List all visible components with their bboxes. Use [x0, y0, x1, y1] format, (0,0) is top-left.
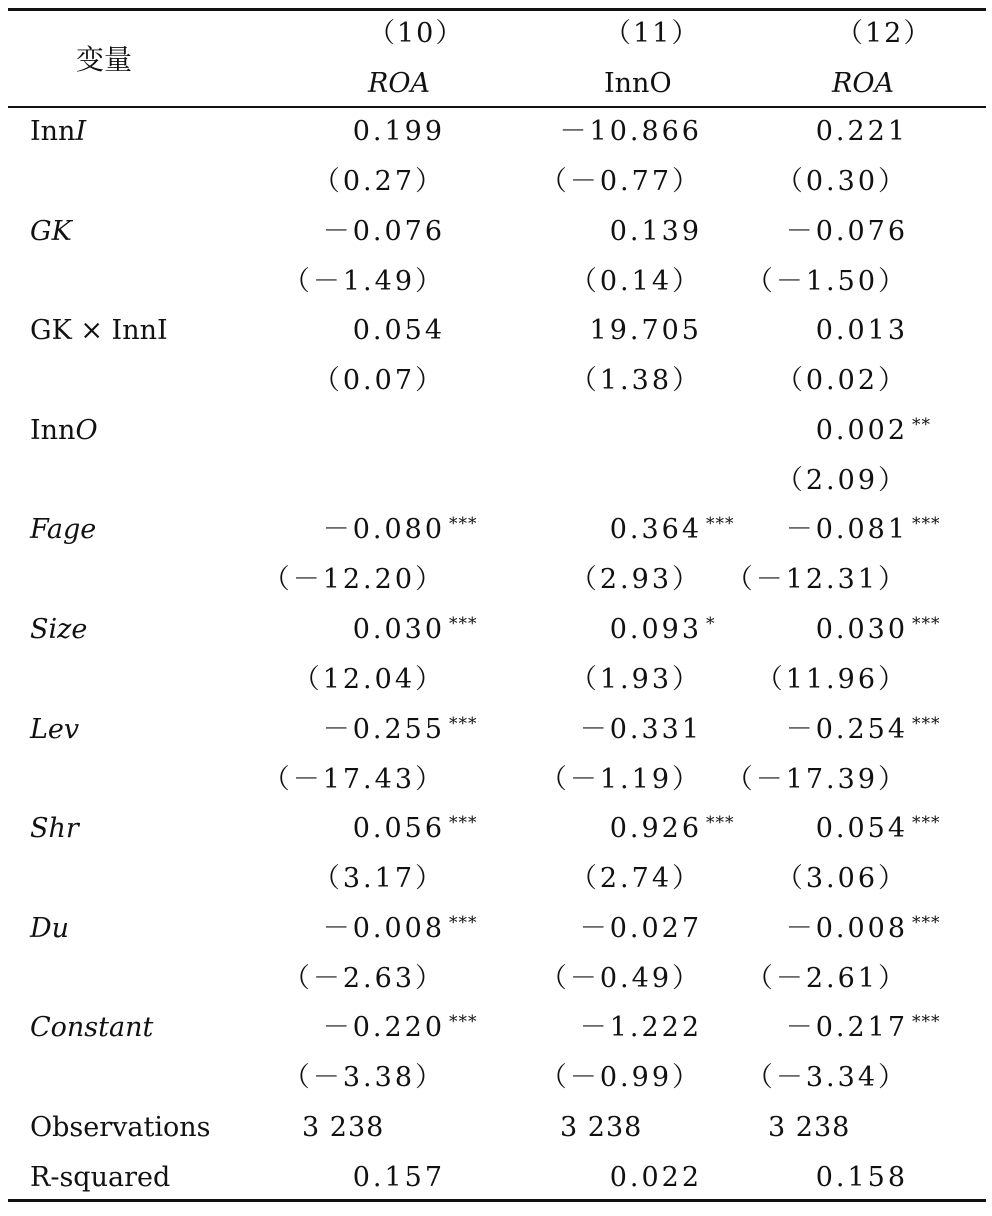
- t-stat-gk-col-12: （－1.50）: [745, 266, 908, 297]
- coef-value: －0.331: [579, 714, 702, 745]
- coef-size-col-11: [609, 614, 716, 646]
- significance-stars: *: [706, 614, 716, 634]
- coef-gk-inni-col-10: [353, 315, 445, 347]
- t-stat-fage-col-10: （－12.20）: [262, 564, 445, 595]
- coef-constant-col-11: [580, 1012, 702, 1044]
- coef-du-col-11: [580, 913, 702, 945]
- coef-value: 0.056: [352, 813, 445, 844]
- coef-gk-col-10: [323, 216, 445, 248]
- t-stat-gk-col-10: （－1.49）: [282, 266, 445, 297]
- significance-stars: ***: [912, 514, 941, 534]
- coef-lev-col-12: [785, 714, 941, 746]
- coef-inni-col-10: [353, 116, 445, 148]
- significance-stars: ***: [449, 1012, 478, 1032]
- t-stat-du-col-12: （－2.61）: [745, 963, 908, 994]
- coef-fage-col-11: [609, 514, 735, 546]
- row-label-du: Du: [30, 913, 70, 944]
- coef-inni-col-11: [560, 116, 702, 148]
- coef-value: 0.926: [609, 813, 702, 844]
- coef-fage-col-12: [785, 514, 941, 546]
- coef-value: －0.220: [322, 1012, 445, 1043]
- t-stat-inni-col-11: （－0.77）: [539, 166, 702, 197]
- significance-stars: ***: [449, 714, 478, 734]
- t-stat-constant-col-12: （－3.34）: [745, 1062, 908, 1093]
- t-stat-size-col-10: （12.04）: [292, 664, 445, 695]
- t-stat-size-col-12: （11.96）: [755, 664, 908, 695]
- coef-size-col-12: [815, 614, 941, 646]
- header-rule: [8, 106, 986, 108]
- observations-value-10: 3 238: [302, 1112, 385, 1143]
- coef-value: －0.008: [322, 913, 445, 944]
- significance-stars: ***: [706, 514, 735, 534]
- coef-value: －0.080: [322, 514, 445, 545]
- significance-stars: ***: [912, 614, 941, 634]
- significance-stars: ***: [912, 1012, 941, 1032]
- column-number-12: （12）: [836, 18, 933, 49]
- t-stat-inni-col-10: （0.27）: [312, 166, 445, 197]
- t-stat-size-col-11: （1.93）: [569, 664, 702, 695]
- coef-value: 0.199: [352, 116, 445, 147]
- coef-value: －0.217: [785, 1012, 908, 1043]
- dependent-variable-10: ROA: [368, 68, 430, 99]
- coef-value: 0.054: [815, 813, 908, 844]
- t-stat-inno-col-12: （2.09）: [775, 465, 908, 496]
- coef-lev-col-10: [322, 714, 478, 746]
- significance-stars: ***: [449, 614, 478, 634]
- coef-value: －0.076: [785, 216, 908, 247]
- t-stat-fage-col-11: （2.93）: [569, 564, 702, 595]
- r-squared-value-12: 0.158: [815, 1162, 908, 1193]
- t-stat-lev-col-12: （－17.39）: [725, 764, 908, 795]
- row-label-gk-inni: GK × InnI: [30, 315, 168, 346]
- coef-value: 0.013: [815, 315, 908, 346]
- coef-value: 0.054: [352, 315, 445, 346]
- observations-value-12: 3 238: [768, 1112, 851, 1143]
- coef-inni-col-12: [816, 116, 908, 148]
- coef-constant-col-10: [322, 1012, 478, 1044]
- row-label-constant: Constant: [30, 1012, 154, 1043]
- coef-value: 0.030: [352, 614, 445, 645]
- coef-value: －0.081: [785, 514, 908, 545]
- row-label-size: Size: [30, 614, 88, 645]
- coef-constant-col-12: [785, 1012, 941, 1044]
- bottom-rule: [8, 1199, 986, 1202]
- t-stat-fage-col-12: （－12.31）: [725, 564, 908, 595]
- coef-size-col-10: [352, 614, 478, 646]
- row-label-inno: InnO: [30, 415, 98, 446]
- coef-fage-col-10: [322, 514, 478, 546]
- significance-stars: **: [912, 415, 931, 435]
- coef-shr-col-12: [815, 813, 941, 845]
- t-stat-shr-col-12: （3.06）: [775, 863, 908, 894]
- coef-value: 0.002: [815, 415, 908, 446]
- coef-shr-col-10: [352, 813, 478, 845]
- coef-inno-col-12: [815, 415, 931, 447]
- coef-value: －0.076: [322, 216, 445, 247]
- t-stat-gk-inni-col-10: （0.07）: [312, 365, 445, 396]
- t-stat-constant-col-11: （－0.99）: [539, 1062, 702, 1093]
- coef-value: －1.222: [579, 1012, 702, 1043]
- row-label-lev: Lev: [30, 714, 80, 745]
- coef-value: 0.030: [815, 614, 908, 645]
- coef-lev-col-11: [580, 714, 702, 746]
- variable-header: 变量: [76, 43, 133, 76]
- top-rule: [8, 8, 986, 11]
- t-stat-lev-col-11: （－1.19）: [539, 764, 702, 795]
- t-stat-shr-col-10: （3.17）: [312, 863, 445, 894]
- coef-du-col-12: [785, 913, 941, 945]
- coef-gk-inni-col-11: [590, 315, 702, 347]
- coef-du-col-10: [322, 913, 478, 945]
- row-label-shr: Shr: [30, 813, 79, 844]
- significance-stars: ***: [912, 714, 941, 734]
- row-label-inni: InnI: [30, 116, 87, 147]
- significance-stars: ***: [912, 813, 941, 833]
- column-number-10: （10）: [368, 18, 465, 49]
- r-squared-value-10: 0.157: [352, 1162, 445, 1193]
- r-squared-label: R-squared: [30, 1162, 171, 1193]
- t-stat-gk-col-11: （0.14）: [569, 266, 702, 297]
- significance-stars: ***: [706, 813, 735, 833]
- coef-value: 0.364: [609, 514, 702, 545]
- significance-stars: ***: [449, 813, 478, 833]
- t-stat-du-col-10: （－2.63）: [282, 963, 445, 994]
- column-number-11: （11）: [604, 18, 701, 49]
- t-stat-gk-inni-col-11: （1.38）: [569, 365, 702, 396]
- dependent-variable-12: ROA: [832, 68, 894, 99]
- t-stat-constant-col-10: （－3.38）: [282, 1062, 445, 1093]
- coef-value: 0.093: [609, 614, 702, 645]
- observations-label: Observations: [30, 1112, 211, 1143]
- observations-value-11: 3 238: [560, 1112, 643, 1143]
- t-stat-du-col-11: （－0.49）: [539, 963, 702, 994]
- dependent-variable-11: InnO: [604, 68, 672, 99]
- coef-gk-col-11: [610, 216, 702, 248]
- row-label-fage: Fage: [30, 514, 97, 545]
- coef-gk-inni-col-12: [816, 315, 908, 347]
- coef-value: 19.705: [589, 315, 702, 346]
- significance-stars: ***: [912, 913, 941, 933]
- row-label-gk: GK: [30, 216, 72, 247]
- coef-value: －0.254: [785, 714, 908, 745]
- coef-value: －10.866: [559, 116, 702, 147]
- coef-value: 0.139: [609, 216, 702, 247]
- t-stat-inni-col-12: （0.30）: [775, 166, 908, 197]
- coef-value: －0.008: [785, 913, 908, 944]
- t-stat-lev-col-10: （－17.43）: [262, 764, 445, 795]
- coef-gk-col-12: [786, 216, 908, 248]
- t-stat-shr-col-11: （2.74）: [569, 863, 702, 894]
- r-squared-value-11: 0.022: [609, 1162, 702, 1193]
- coef-value: －0.255: [322, 714, 445, 745]
- coef-value: －0.027: [579, 913, 702, 944]
- significance-stars: ***: [449, 913, 478, 933]
- significance-stars: ***: [449, 514, 478, 534]
- coef-value: 0.221: [815, 116, 908, 147]
- coef-shr-col-11: [609, 813, 735, 845]
- t-stat-gk-inni-col-12: （0.02）: [775, 365, 908, 396]
